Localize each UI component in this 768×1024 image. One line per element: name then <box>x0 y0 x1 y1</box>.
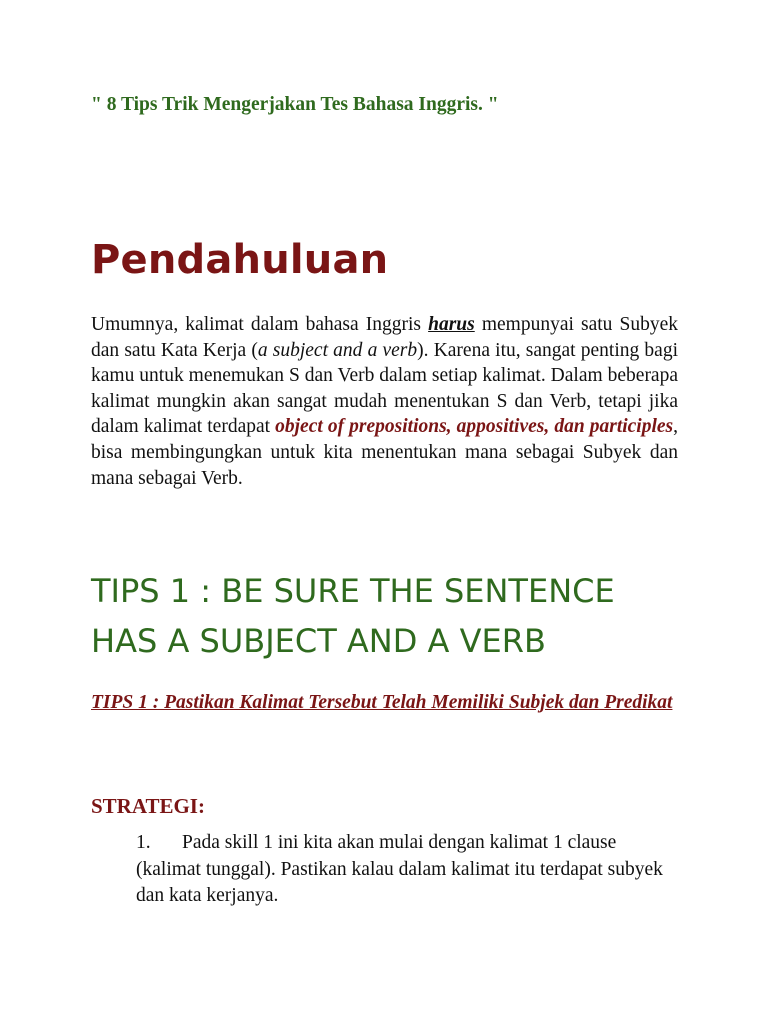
tips1-subheading: TIPS 1 : Pastikan Kalimat Tersebut Telah Memiliki Subjek dan Predikat <box>91 692 673 713</box>
list-item-number: 1. <box>136 832 151 853</box>
document-title: " 8 Tips Trik Mengerjakan Tes Bahasa Inggris. " <box>91 94 499 115</box>
strategi-label: STRATEGI: <box>91 794 205 818</box>
section-heading-pendahuluan: Pendahuluan <box>91 237 389 283</box>
strategi-list-item <box>136 830 676 910</box>
intro-subject-verb: a subject and a verb <box>257 339 418 361</box>
intro-objects-phrase: object of prepositions, appositives, dan participles <box>275 416 674 438</box>
intro-emphasis-harus: harus <box>428 314 475 335</box>
intro-paragraph <box>91 312 678 491</box>
intro-text-4: , bisa membingungkan untuk kita menentukan mana sebagai Subyek dan mana sebagai Verb. <box>91 416 679 489</box>
intro-text-1: Umumnya, kalimat dalam bahasa Inggris <box>91 314 429 335</box>
intro-text-3: ). Karena itu, sangat penting bagi kamu untuk menemukan S dan Verb dalam setiap kalimat. Dalam beberapa kalimat mungkin akan sangat mudah menentukan S dan Verb, tetapi jika dalam kalimat terdapat <box>91 339 678 438</box>
list-item-text: Pada skill 1 ini kita akan mulai dengan kalimat 1 clause (kalimat tunggal). Pastikan kalau dalam kalimat itu terdapat subyek dan kata kerjanya. <box>136 832 663 906</box>
tips1-heading: TIPS 1 : BE SURE THE SENTENCE HAS A SUBJECT AND A VERB <box>91 572 615 660</box>
intro-text-2: mempunyai satu Subyek dan satu Kata Kerja ( <box>91 314 678 361</box>
